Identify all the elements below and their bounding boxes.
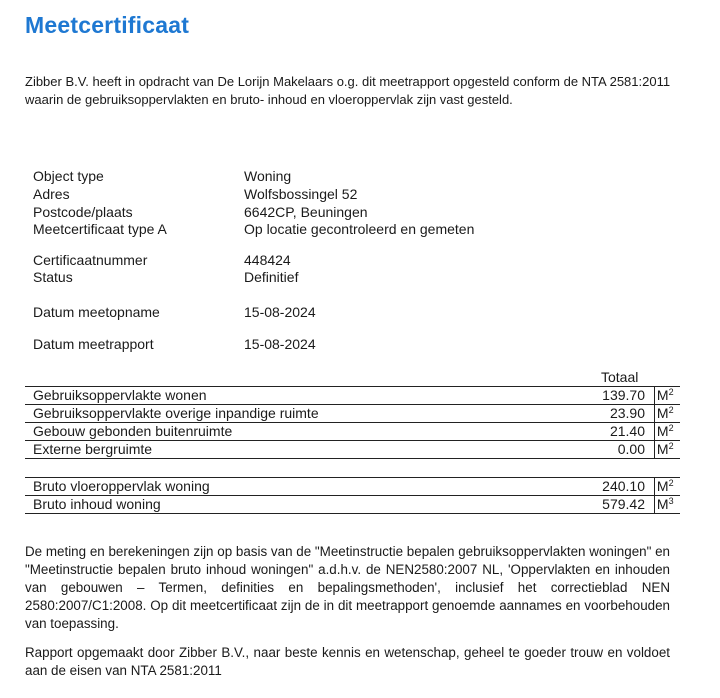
row-label: Bruto vloeroppervlak woning bbox=[33, 478, 210, 494]
totaal-header: Totaal bbox=[601, 369, 639, 385]
table-row bbox=[25, 386, 680, 405]
datum-meetrapport-value: 15-08-2024 bbox=[244, 336, 316, 352]
intro-text: Zibber B.V. heeft in opdracht van De Lorijn Makelaars o.g. dit meetrapport opgesteld conform de NTA 2581:2011 waarin de gebruiksoppervlakten en bruto- inhoud en vloeroppervlak zijn vast gesteld. bbox=[25, 74, 671, 107]
measurement-table bbox=[25, 386, 680, 459]
table-row bbox=[25, 441, 680, 459]
certificaat-type-value: Op locatie gecontroleerd en gemeten bbox=[244, 221, 475, 237]
methodology-paragraph: De meting en berekeningen zijn op basis van de "Meetinstructie bepalen gebruiksoppervlakten woningen" en "Meetinstructie bepalen bruto inhoud woningen" a.d.h.v. de NEN2580:2007 NL, 'Oppervlakten en inhouden van gebouwen – Termen, definities en bepalingsmethoden', inclusief het correctieblad NEN 2580:2007/C1:2008. Op dit meetcertificaat zijn de in dit meetrapport genoemde aannames en voorbehouden van toepassing. bbox=[25, 544, 670, 631]
datum-meetopname-value: 15-08-2024 bbox=[244, 304, 316, 320]
row-label: Gebruiksoppervlakte overige inpandige ruimte bbox=[33, 405, 319, 421]
row-unit: $M^2$ bbox=[656, 405, 674, 421]
adres-value: Wolfsbossingel 52 bbox=[244, 186, 358, 202]
table-row bbox=[25, 405, 680, 423]
table-row bbox=[25, 496, 680, 514]
certificaatnummer-label: Certificaatnummer bbox=[33, 252, 148, 268]
closing-paragraph: Rapport opgemaakt door Zibber B.V., naar beste kennis en wetenschap, geheel te goeder trouw en voldoet aan de eisen van NTA 2581:2011 bbox=[25, 645, 670, 678]
datum-meetopname-label: Datum meetopname bbox=[33, 304, 160, 320]
row-label: Bruto inhoud woning bbox=[33, 496, 161, 512]
row-value: 0.00 bbox=[617, 441, 645, 457]
adres-label: Adres bbox=[33, 186, 70, 202]
table-row bbox=[25, 477, 680, 496]
row-value: 240.10 bbox=[602, 478, 645, 494]
object-type-value: Woning bbox=[244, 168, 292, 184]
row-unit: $M^2$ bbox=[656, 423, 674, 439]
row-value: 23.90 bbox=[609, 405, 645, 421]
row-label: Externe bergruimte bbox=[33, 441, 153, 457]
bruto-table bbox=[25, 477, 680, 514]
row-value: 579.42 bbox=[602, 496, 645, 512]
row-unit: $M^3$ bbox=[656, 496, 674, 512]
postcode-label: Postcode/plaats bbox=[33, 204, 133, 220]
row-unit: $M^2$ bbox=[656, 478, 674, 494]
object-type-label: Object type bbox=[33, 168, 104, 184]
datum-meetrapport-label: Datum meetrapport bbox=[33, 336, 154, 352]
table-row bbox=[25, 423, 680, 441]
row-label: Gebruiksoppervlakte wonen bbox=[33, 387, 207, 403]
postcode-value: 6642CP, Beuningen bbox=[244, 204, 368, 220]
certificaat-type-label: Meetcertificaat type A bbox=[33, 221, 167, 237]
row-value: 139.70 bbox=[602, 387, 645, 403]
row-label: Gebouw gebonden buitenruimte bbox=[33, 423, 233, 439]
status-label: Status bbox=[33, 269, 73, 285]
certificaatnummer-value: 448424 bbox=[244, 252, 291, 268]
row-unit: $M^2$ bbox=[656, 441, 674, 457]
row-unit: $M^2$ bbox=[656, 387, 674, 403]
page-title: Meetcertificaat bbox=[25, 12, 190, 38]
row-value: 21.40 bbox=[609, 423, 645, 439]
status-value: Definitief bbox=[244, 269, 299, 285]
